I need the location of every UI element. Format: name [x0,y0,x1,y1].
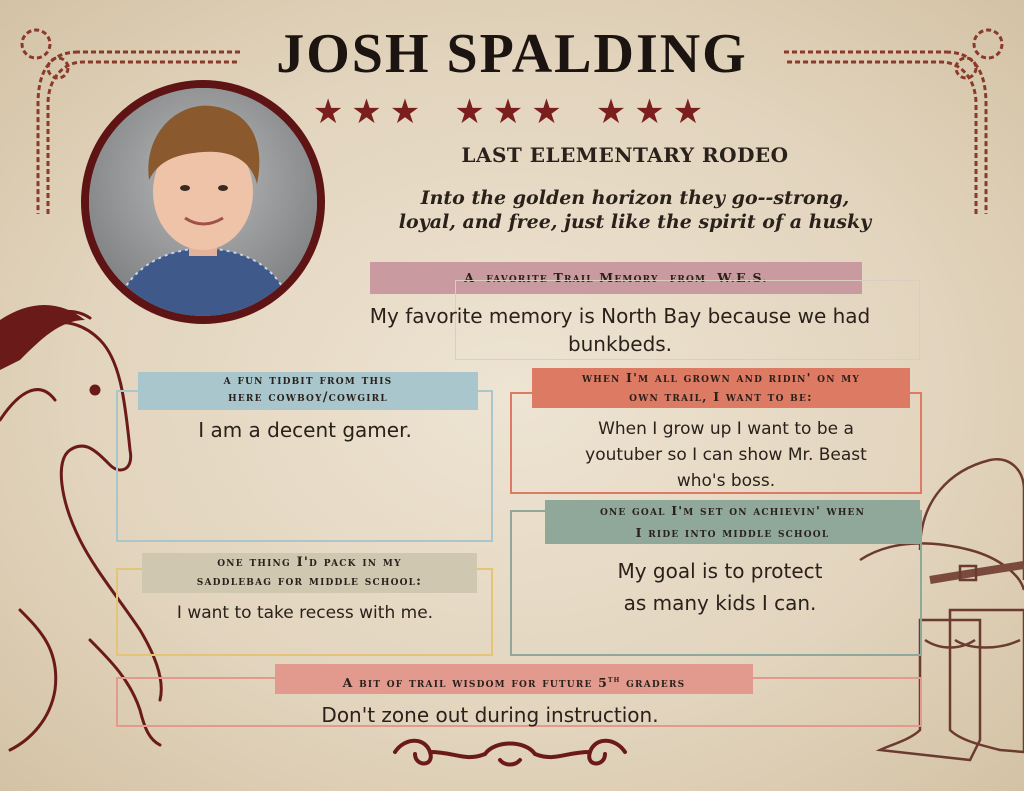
wisdom-label [275,664,753,694]
tagline-line-2: loyal, and free, just like the spirit of a husky [398,211,872,233]
grown-label [532,368,910,408]
memory-answer: My favorite memory is North Bay because we had bunkbeds. [369,304,871,356]
scroll-flourish-icon [385,732,635,772]
grown-answer-line-2: youtuber so I can show Mr. Beast [585,445,867,465]
pack-answer: I want to take recess with me. [176,603,434,623]
grown-answer [540,416,912,494]
grown-answer-line-3: who's boss. [676,471,776,491]
wisdom-label-post: graders [626,675,686,691]
tidbit-label-line-1: a fun tidbit from this [223,373,393,388]
student-name: JOSH SPALDING [276,23,748,85]
tagline-line-1: Into the golden horizon they go--strong, [420,187,850,209]
tidbit-label [138,372,478,410]
star-icon: ★★★ [454,93,570,131]
tidbit-answer: I am a decent gamer. [198,418,412,442]
star-icon: ★★★ [595,93,712,131]
wisdom-answer: Don't zone out during instruction. [321,703,659,727]
star-icon: ★★★ [312,93,429,131]
wisdom-label-pre: A bit of trail wisdom for future 5 [342,675,609,691]
memory-label-mid: favorite Trail Memory [486,270,659,285]
goal-answer-line-1: My goal is to protect [617,559,823,583]
grown-answer-line-1: When I grow up I want to be a [598,419,854,439]
goal-label-line-1: one goal I'm set on achievin' when [599,503,866,518]
tidbit-label-line-2: here cowboy/cowgirl [228,390,388,405]
pack-label [142,553,477,593]
goal-label [545,500,920,544]
grown-label-line-1: when I'm all grown and ridin' on my [581,370,860,385]
wisdom-label-sup: th [608,674,621,684]
pack-label-line-2: saddlebag for middle school: [196,574,423,589]
goal-label-line-2: I ride into middle school [635,525,830,540]
tagline [330,186,940,234]
subtitle: LAST ELEMENTARY RODEO [461,143,789,167]
goal-answer [560,555,880,619]
goal-answer-line-2: as many kids I can. [623,591,817,615]
memory-label-a: A [464,270,476,285]
memory-label-school: W.E.S. [717,270,768,285]
grown-label-line-2: own trail, I want to be: [629,389,813,404]
student-photo [81,80,325,324]
pack-label-line-1: one thing I'd pack in my [217,555,402,570]
memory-label-from: from [669,270,707,285]
tidbit-box [116,390,493,542]
